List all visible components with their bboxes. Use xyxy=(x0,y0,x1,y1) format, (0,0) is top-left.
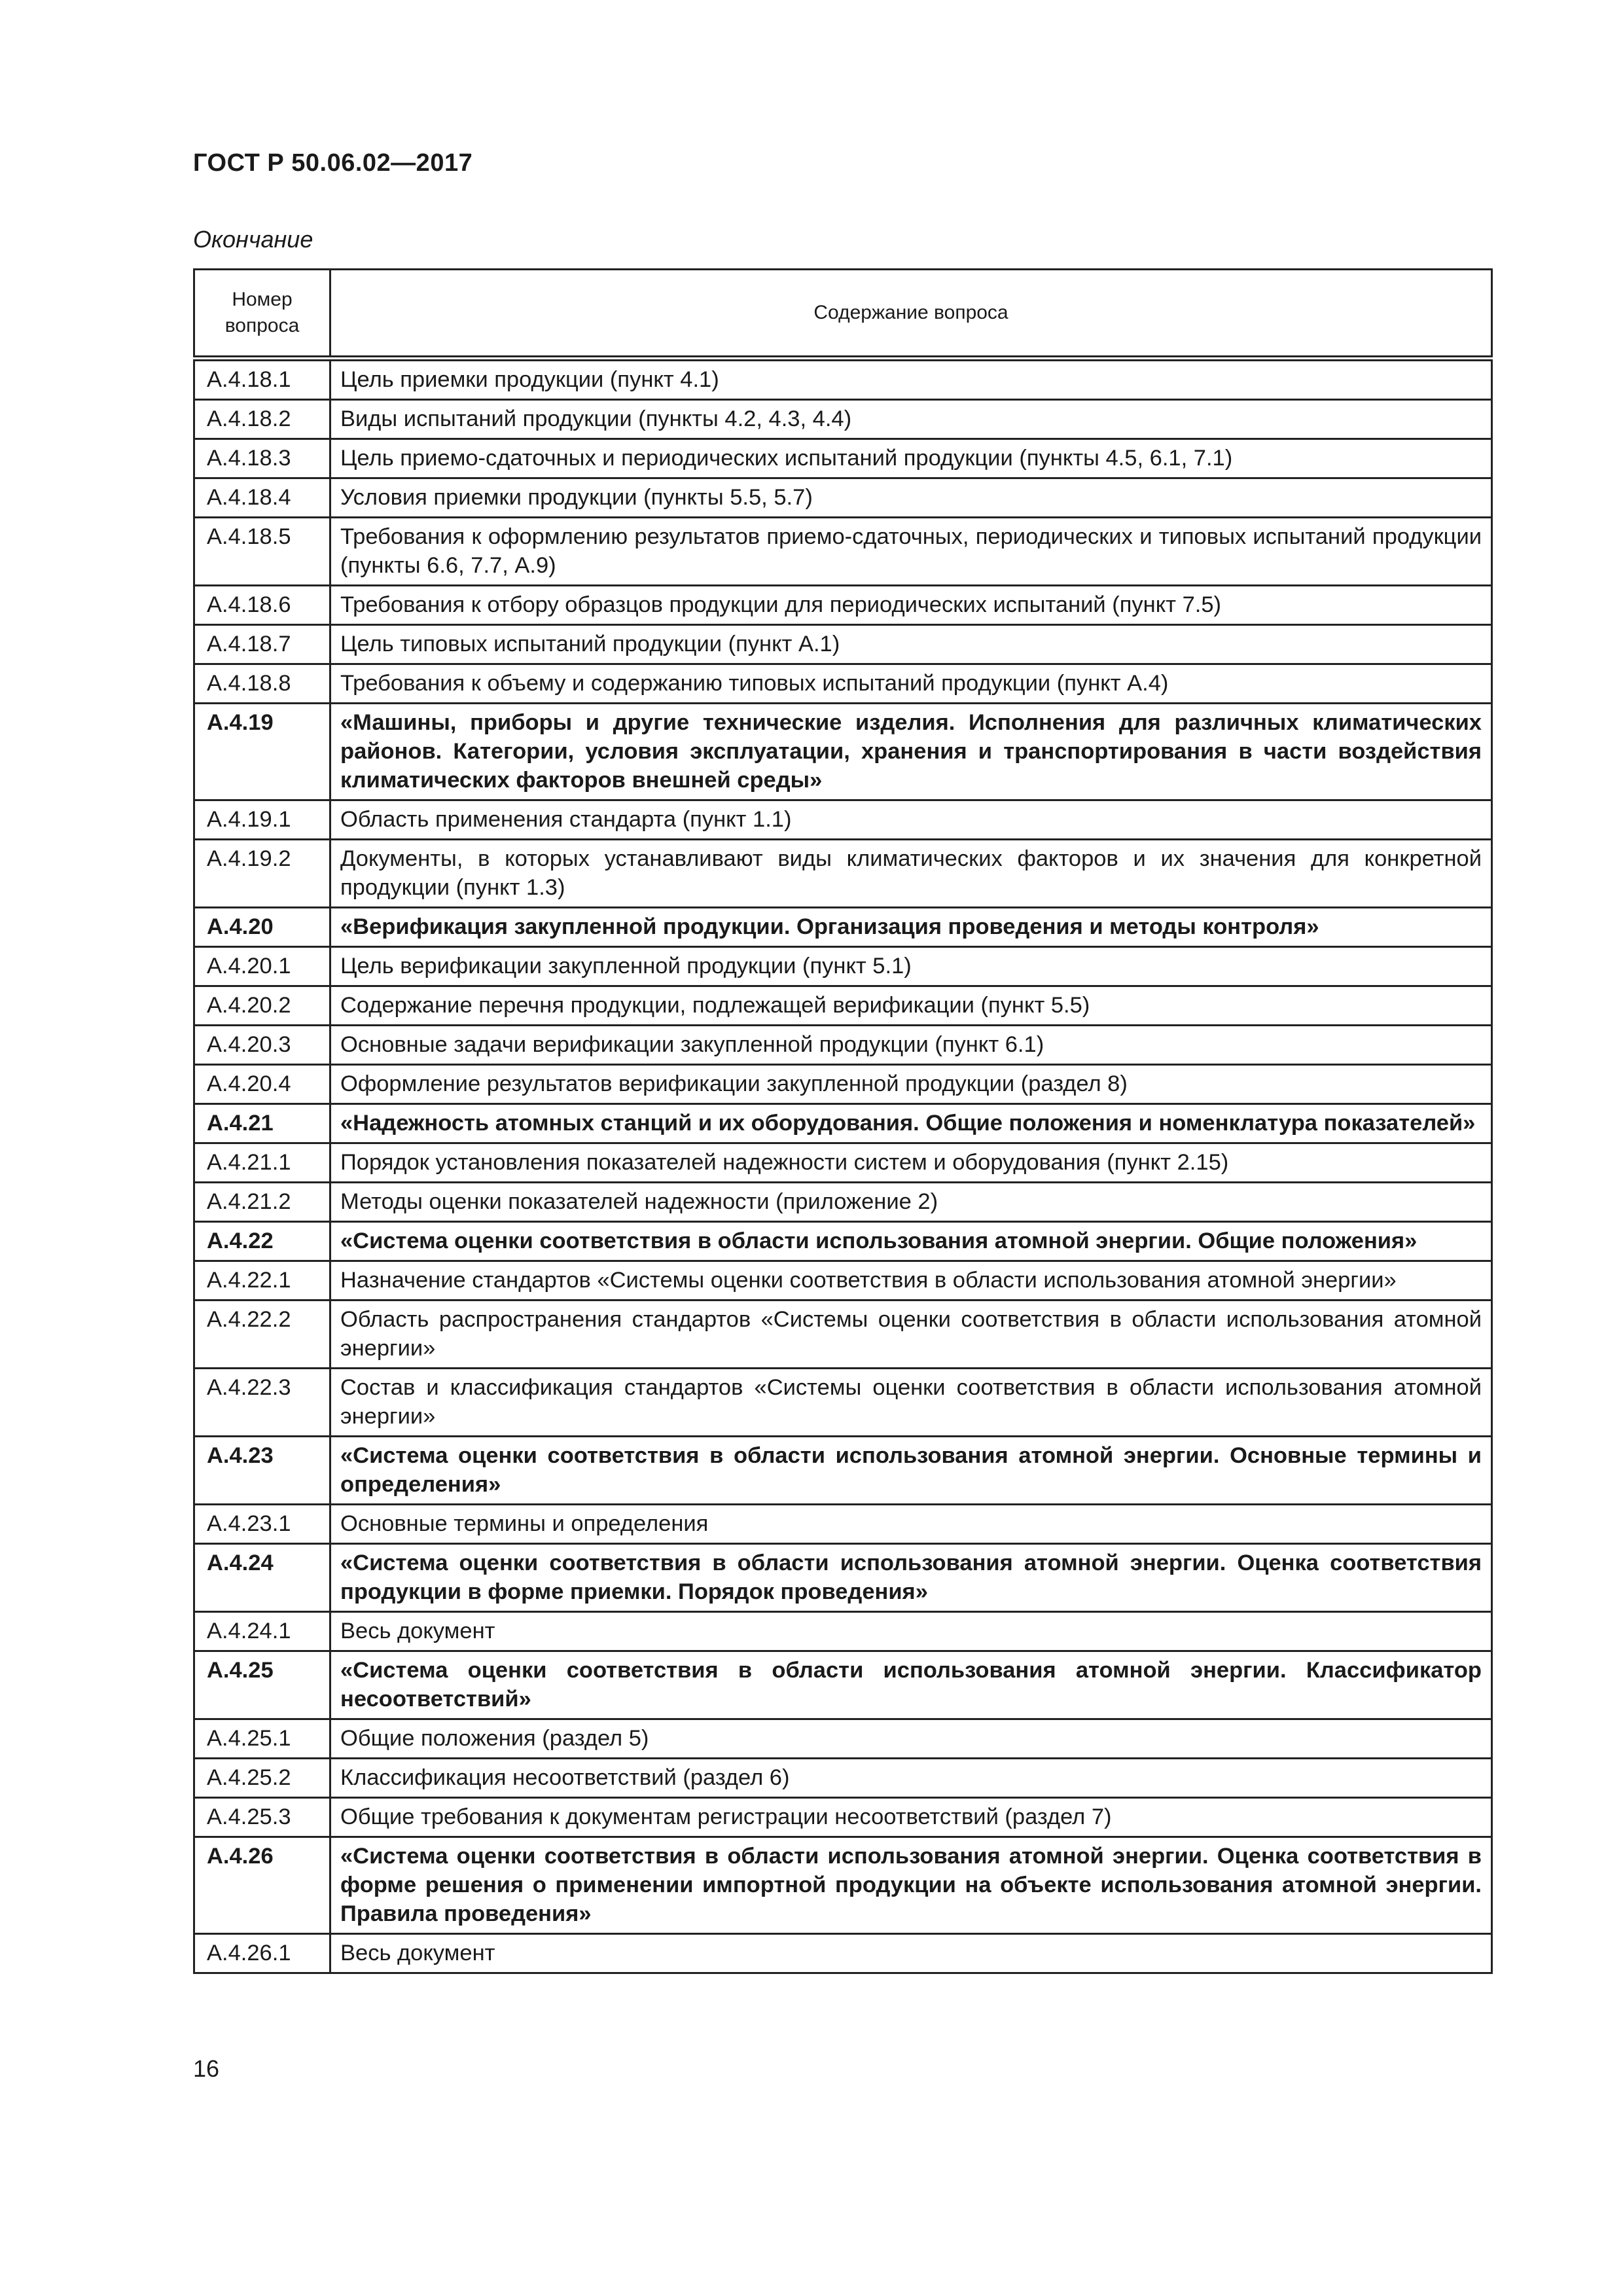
table-row xyxy=(194,1026,1492,1065)
table-row xyxy=(194,947,1492,986)
column-header-content: Содержание вопроса xyxy=(330,270,1492,359)
question-number: А.4.19.2 xyxy=(194,840,330,908)
question-content: Виды испытаний продукции (пункты 4.2, 4.3, 4.4) xyxy=(330,400,1492,439)
question-content: Общие положения (раздел 5) xyxy=(330,1719,1492,1759)
table-row-section xyxy=(194,1222,1492,1261)
question-number: А.4.20.2 xyxy=(194,986,330,1026)
question-number: А.4.20.1 xyxy=(194,947,330,986)
question-number: А.4.25.2 xyxy=(194,1759,330,1798)
table-row xyxy=(194,1612,1492,1651)
table-row xyxy=(194,1505,1492,1544)
question-number: А.4.18.4 xyxy=(194,478,330,518)
table-header-row xyxy=(194,270,1492,359)
question-content: Состав и классификация стандартов «Системы оценки соответствия в области использования атомной энергии» xyxy=(330,1369,1492,1437)
question-number: А.4.18.5 xyxy=(194,518,330,586)
table-row-section xyxy=(194,1104,1492,1143)
question-content: Содержание перечня продукции, подлежащей верификации (пункт 5.5) xyxy=(330,986,1492,1026)
question-content: Основные термины и определения xyxy=(330,1505,1492,1544)
question-number: А.4.21 xyxy=(194,1104,330,1143)
question-content: «Система оценки соответствия в области использования атомной энергии. Оценка соответствия в форме решения о применении импортной продукции на объекте использования атомной энергии. Правила проведения» xyxy=(330,1837,1492,1934)
question-number: А.4.18.1 xyxy=(194,359,330,400)
question-number: А.4.21.2 xyxy=(194,1183,330,1222)
question-number: А.4.18.6 xyxy=(194,586,330,625)
table-row xyxy=(194,1369,1492,1437)
question-content: «Система оценки соответствия в области использования атомной энергии. Оценка соответствия продукции в форме приемки. Порядок проведения» xyxy=(330,1544,1492,1612)
table-row xyxy=(194,800,1492,840)
question-number: А.4.18.3 xyxy=(194,439,330,478)
question-content: Классификация несоответствий (раздел 6) xyxy=(330,1759,1492,1798)
question-number: А.4.18.2 xyxy=(194,400,330,439)
table-row xyxy=(194,439,1492,478)
question-number: А.4.23 xyxy=(194,1437,330,1505)
table-row xyxy=(194,400,1492,439)
question-number: А.4.26 xyxy=(194,1837,330,1934)
question-number: А.4.22.1 xyxy=(194,1261,330,1300)
question-number: А.4.20.4 xyxy=(194,1065,330,1104)
questions-table xyxy=(193,268,1493,1974)
question-number: А.4.19 xyxy=(194,704,330,800)
question-content: «Система оценки соответствия в области использования атомной энергии. Общие положения» xyxy=(330,1222,1492,1261)
question-number: А.4.25.1 xyxy=(194,1719,330,1759)
question-content: Весь документ xyxy=(330,1934,1492,1973)
question-content: Общие требования к документам регистрации несоответствий (раздел 7) xyxy=(330,1798,1492,1837)
question-content: Назначение стандартов «Системы оценки соответствия в области использования атомной энергии» xyxy=(330,1261,1492,1300)
question-number: А.4.24.1 xyxy=(194,1612,330,1651)
table-row xyxy=(194,478,1492,518)
question-content: «Система оценки соответствия в области использования атомной энергии. Основные термины и определения» xyxy=(330,1437,1492,1505)
table-row-section xyxy=(194,1544,1492,1612)
question-number: А.4.19.1 xyxy=(194,800,330,840)
question-content: «Машины, приборы и другие технические изделия. Исполнения для различных климатических районов. Категории, условия эксплуатации, хранения и транспортирования в части воздействия климатических факторов внешней среды» xyxy=(330,704,1492,800)
table-row xyxy=(194,625,1492,664)
question-content: Область распространения стандартов «Системы оценки соответствия в области использования атомной энергии» xyxy=(330,1300,1492,1369)
question-number: А.4.20 xyxy=(194,908,330,947)
table-row-section xyxy=(194,1437,1492,1505)
table-row xyxy=(194,1183,1492,1222)
table-row xyxy=(194,1300,1492,1369)
question-content: Весь документ xyxy=(330,1612,1492,1651)
table-row xyxy=(194,586,1492,625)
question-number: А.4.18.7 xyxy=(194,625,330,664)
question-content: Оформление результатов верификации закупленной продукции (раздел 8) xyxy=(330,1065,1492,1104)
table-row xyxy=(194,1261,1492,1300)
table-row xyxy=(194,986,1492,1026)
question-content: Требования к объему и содержанию типовых испытаний продукции (пункт А.4) xyxy=(330,664,1492,704)
question-content: Методы оценки показателей надежности (приложение 2) xyxy=(330,1183,1492,1222)
question-content: Документы, в которых устанавливают виды климатических факторов и их значения для конкретной продукции (пункт 1.3) xyxy=(330,840,1492,908)
question-content: Требования к оформлению результатов приемо-сдаточных, периодических и типовых испытаний продукции (пункты 6.6, 7.7, А.9) xyxy=(330,518,1492,586)
question-content: Цель верификации закупленной продукции (пункт 5.1) xyxy=(330,947,1492,986)
document-header: ГОСТ Р 50.06.02—2017 xyxy=(193,149,473,177)
question-number: А.4.25.3 xyxy=(194,1798,330,1837)
question-number: А.4.22.2 xyxy=(194,1300,330,1369)
question-content: Цель приемо-сдаточных и периодических испытаний продукции (пункты 4.5, 6.1, 7.1) xyxy=(330,439,1492,478)
table-continuation-label: Окончание xyxy=(193,226,313,253)
question-content: «Надежность атомных станций и их оборудования. Общие положения и номенклатура показателей» xyxy=(330,1104,1492,1143)
question-number: А.4.18.8 xyxy=(194,664,330,704)
question-number: А.4.21.1 xyxy=(194,1143,330,1183)
table-row xyxy=(194,518,1492,586)
question-number: А.4.23.1 xyxy=(194,1505,330,1544)
question-content: «Верификация закупленной продукции. Организация проведения и методы контроля» xyxy=(330,908,1492,947)
page-number: 16 xyxy=(193,2055,220,2082)
question-number: А.4.20.3 xyxy=(194,1026,330,1065)
question-number: А.4.26.1 xyxy=(194,1934,330,1973)
table-row xyxy=(194,840,1492,908)
question-number: А.4.22.3 xyxy=(194,1369,330,1437)
table-body xyxy=(194,359,1492,1973)
table-row-section xyxy=(194,704,1492,800)
question-content: Основные задачи верификации закупленной продукции (пункт 6.1) xyxy=(330,1026,1492,1065)
question-content: Условия приемки продукции (пункты 5.5, 5.7) xyxy=(330,478,1492,518)
question-number: А.4.24 xyxy=(194,1544,330,1612)
table-row-section xyxy=(194,908,1492,947)
table-row xyxy=(194,1719,1492,1759)
question-content: Область применения стандарта (пункт 1.1) xyxy=(330,800,1492,840)
question-content: Требования к отбору образцов продукции для периодических испытаний (пункт 7.5) xyxy=(330,586,1492,625)
question-number: А.4.25 xyxy=(194,1651,330,1719)
table-row xyxy=(194,1143,1492,1183)
table-row xyxy=(194,359,1492,400)
question-content: Цель типовых испытаний продукции (пункт А.1) xyxy=(330,625,1492,664)
table-row xyxy=(194,1065,1492,1104)
table-row xyxy=(194,1759,1492,1798)
table-row-section xyxy=(194,1837,1492,1934)
table-row xyxy=(194,664,1492,704)
table-row xyxy=(194,1798,1492,1837)
column-header-number: Номер вопроса xyxy=(194,270,330,359)
question-content: Цель приемки продукции (пункт 4.1) xyxy=(330,359,1492,400)
table-row xyxy=(194,1934,1492,1973)
question-content: «Система оценки соответствия в области использования атомной энергии. Классификатор несоответствий» xyxy=(330,1651,1492,1719)
question-content: Порядок установления показателей надежности систем и оборудования (пункт 2.15) xyxy=(330,1143,1492,1183)
table-row-section xyxy=(194,1651,1492,1719)
question-number: А.4.22 xyxy=(194,1222,330,1261)
